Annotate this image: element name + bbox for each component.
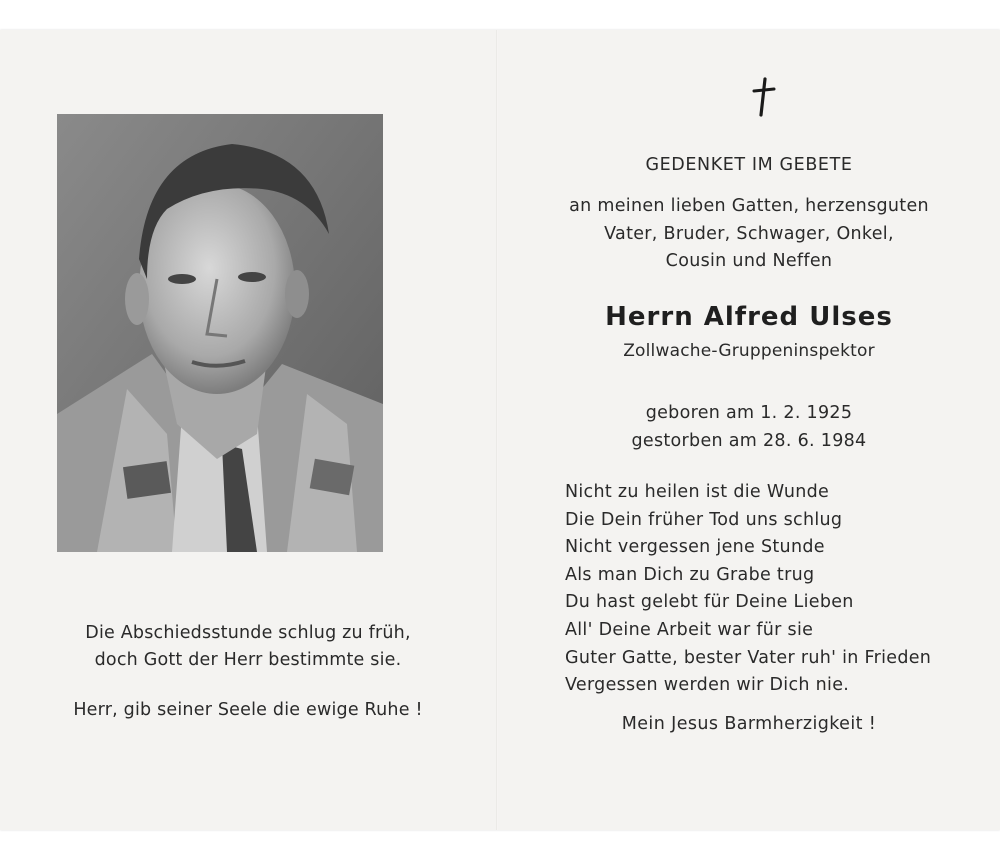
left-panel: [0, 30, 496, 830]
cross-icon: [751, 77, 777, 117]
poem-line: Als man Dich zu Grabe trug: [565, 564, 815, 585]
memorial-card: [0, 30, 1000, 830]
intro-line: Vater, Bruder, Schwager, Onkel,: [604, 223, 894, 244]
deceased-rank: Zollwache-Gruppeninspektor: [623, 341, 875, 361]
poem-line: Guter Gatte, bester Vater ruh' in Frieden: [565, 647, 932, 668]
prayer-line: Herr, gib seiner Seele die ewige Ruhe !: [73, 700, 423, 720]
intro-text: [498, 193, 1000, 276]
poem-line: Nicht vergessen jene Stunde: [565, 537, 825, 558]
verse-line: doch Gott der Herr bestimmte sie.: [94, 650, 402, 670]
poem-line: All' Deine Arbeit war für sie: [565, 619, 814, 640]
verse-line: Die Abschiedsstunde schlug zu früh,: [85, 623, 411, 643]
memorial-poem: [565, 479, 931, 700]
life-dates: [498, 399, 1000, 455]
intro-line: an meinen lieben Gatten, herzensguten: [569, 196, 929, 216]
farewell-verse: [0, 620, 496, 674]
birth-date: geboren am 1. 2. 1925: [645, 403, 853, 423]
closing-prayer: Mein Jesus Barmherzigkeit !: [621, 714, 877, 734]
poem-line: Vergessen werden wir Dich nie.: [565, 675, 850, 696]
poem-line: Du hast gelebt für Deine Lieben: [565, 592, 854, 613]
intro-line: Cousin und Neffen: [665, 251, 833, 271]
death-date: gestorben am 28. 6. 1984: [631, 431, 867, 451]
portrait-photo: [57, 114, 383, 552]
prayer-text: [0, 697, 496, 724]
heading: GEDENKET IM GEBETE: [645, 155, 853, 175]
right-panel: [498, 30, 1000, 830]
deceased-name: Herrn Alfred Ulses: [605, 302, 893, 332]
poem-line: Die Dein früher Tod uns schlug: [565, 509, 843, 530]
poem-line: Nicht zu heilen ist die Wunde: [565, 482, 830, 502]
